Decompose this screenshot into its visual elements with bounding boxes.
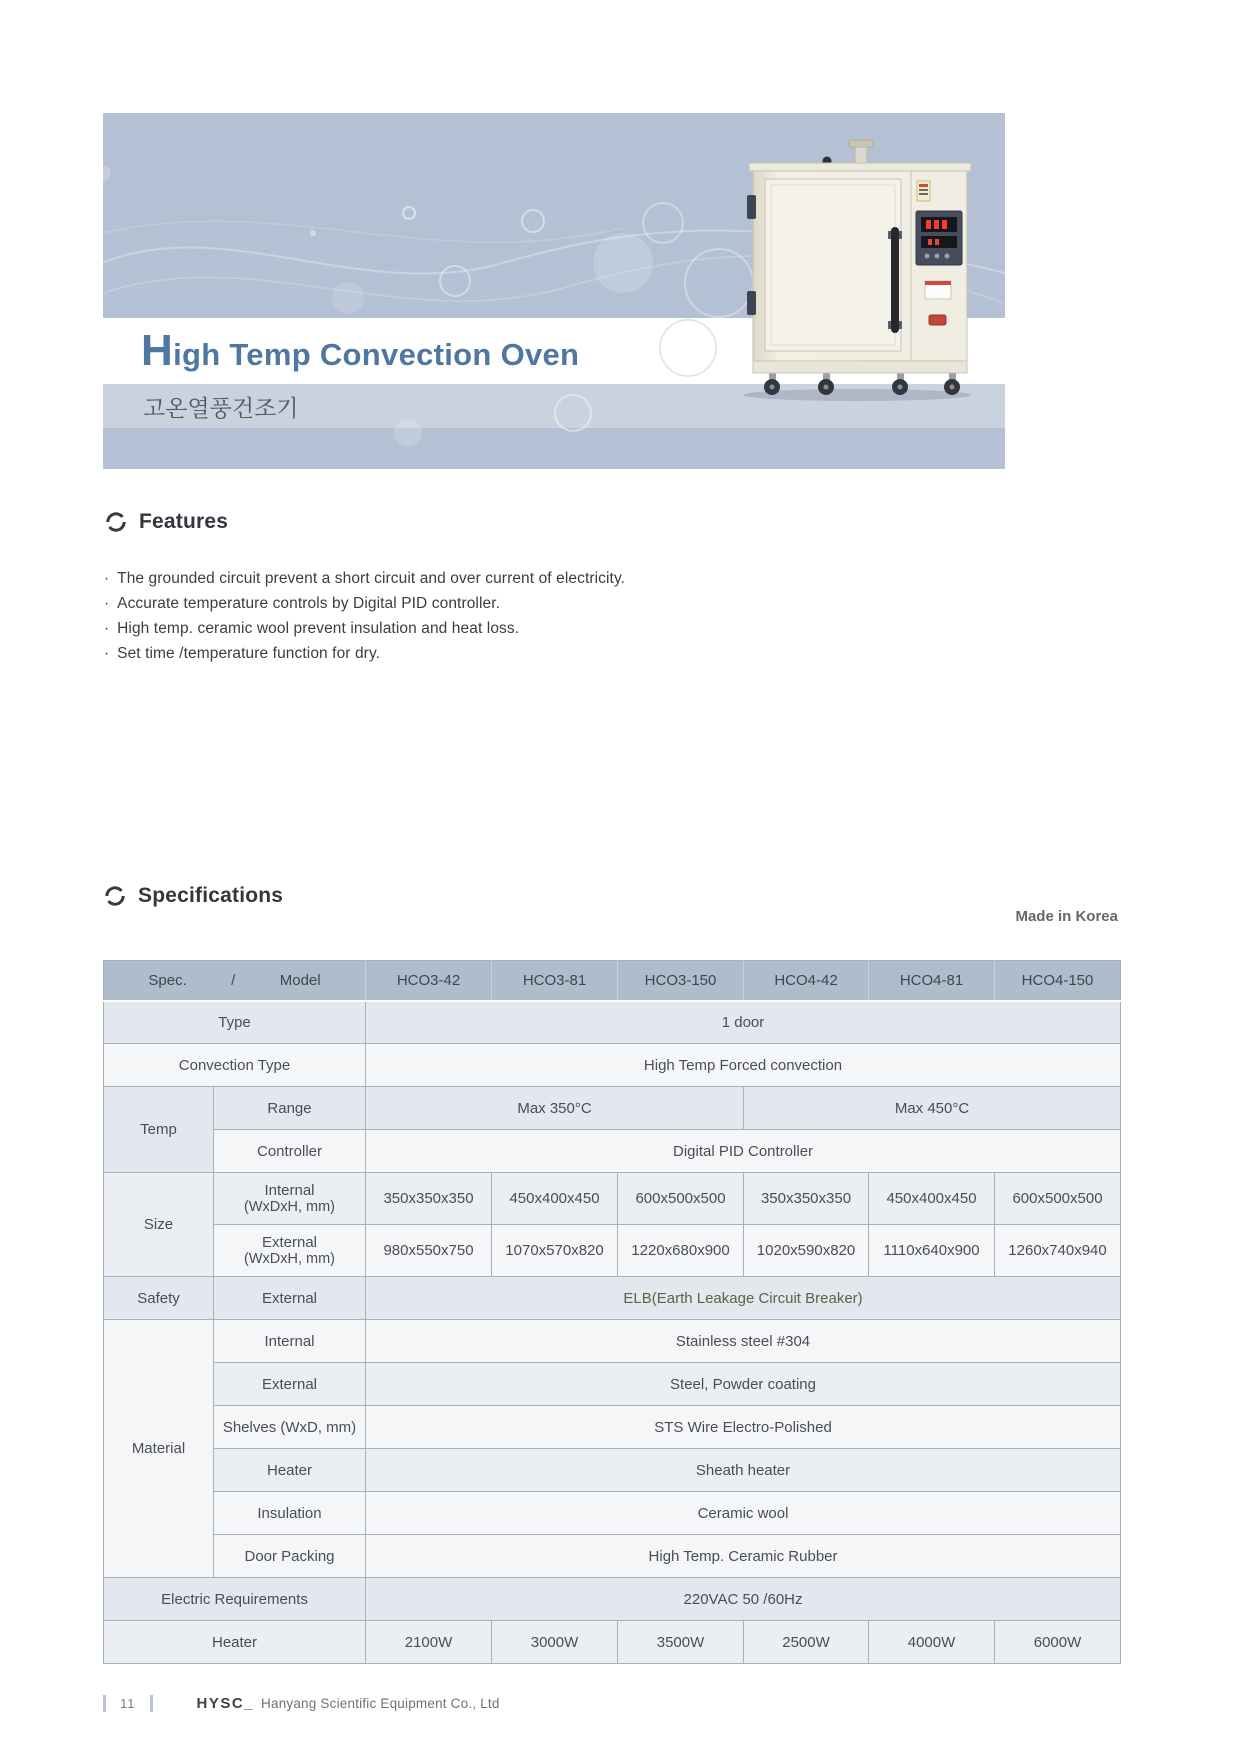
specifications-heading <box>103 884 1120 908</box>
feature-item: · Set time /temperature function for dry. <box>104 641 1004 666</box>
row-material-shelves <box>104 1406 1121 1449</box>
specifications-section <box>103 884 1120 1664</box>
page-number: 11 <box>120 1696 136 1711</box>
row-value: Ceramic wool <box>366 1492 1121 1535</box>
door-handle <box>891 227 899 333</box>
row-value-hco3: Max 350°C <box>366 1087 744 1130</box>
oven-door <box>765 179 901 351</box>
cabinet-top <box>749 163 971 171</box>
swirl-icon <box>103 884 127 908</box>
row-value: Stainless steel #304 <box>366 1320 1121 1363</box>
row-label: Internal <box>214 1320 366 1363</box>
row-label: External <box>214 1277 366 1320</box>
size-value: 1220x680x900 <box>618 1225 744 1277</box>
group-label-size: Size <box>104 1173 214 1277</box>
group-label-material: Material <box>104 1320 214 1578</box>
row-material-external <box>104 1363 1121 1406</box>
row-label: External (WxDxH, mm) <box>214 1225 366 1277</box>
cabinet-base <box>753 361 967 373</box>
row-label: Internal (WxDxH, mm) <box>214 1173 366 1225</box>
swirl-icon <box>104 510 128 534</box>
size-value: 350x350x350 <box>744 1173 869 1225</box>
size-value: 450x400x450 <box>492 1173 618 1225</box>
heater-value: 2500W <box>744 1621 869 1664</box>
page-title <box>141 326 580 375</box>
power-switch <box>929 315 946 325</box>
group-label-temp: Temp <box>104 1087 214 1173</box>
door-hinge-top <box>747 195 756 219</box>
row-material-door-packing <box>104 1535 1121 1578</box>
row-material-insulation <box>104 1492 1121 1535</box>
row-temp-controller <box>104 1130 1121 1173</box>
vent-pipe <box>855 147 867 165</box>
header-separator: / <box>231 971 236 989</box>
row-size-internal <box>104 1173 1121 1225</box>
row-label: Heater <box>104 1621 366 1664</box>
row-value: High Temp. Ceramic Rubber <box>366 1535 1121 1578</box>
header-model: HCO3-81 <box>492 961 618 1001</box>
row-safety <box>104 1277 1121 1320</box>
page-footer <box>103 1695 500 1712</box>
company-brand: HYSC_ <box>196 1695 255 1712</box>
row-label: Door Packing <box>214 1535 366 1578</box>
heater-value: 3500W <box>618 1621 744 1664</box>
row-label: Electric Requirements <box>104 1578 366 1621</box>
row-heater-power <box>104 1621 1121 1664</box>
row-value: Steel, Powder coating <box>366 1363 1121 1406</box>
feature-item: · High temp. ceramic wool prevent insulation and heat loss. <box>104 616 1004 641</box>
specifications-table <box>103 960 1121 1664</box>
header-model: HCO4-81 <box>869 961 995 1001</box>
page-subtitle-korean: 고온열풍건조기 <box>143 394 299 421</box>
features-list <box>104 566 1004 666</box>
features-heading-label: Features <box>139 510 229 533</box>
heater-value: 4000W <box>869 1621 995 1664</box>
header-model: HCO3-150 <box>618 961 744 1001</box>
page-title-rest: igh Temp Convection Oven <box>173 337 580 372</box>
row-value-hco4: Max 450°C <box>744 1087 1121 1130</box>
vent-cap <box>849 140 873 147</box>
header-model: HCO4-42 <box>744 961 869 1001</box>
header-spec-label: Spec. <box>148 971 187 989</box>
header-model: HCO3-42 <box>366 961 492 1001</box>
footer-bar <box>103 1695 106 1712</box>
size-value: 350x350x350 <box>366 1173 492 1225</box>
feature-item: · Accurate temperature controls by Digital PID controller. <box>104 591 1004 616</box>
row-label: Controller <box>214 1130 366 1173</box>
row-convection-type <box>104 1044 1121 1087</box>
made-in-korea-note: Made in Korea <box>1015 908 1118 925</box>
header-model-label: Model <box>279 971 321 989</box>
row-label: External <box>214 1363 366 1406</box>
page-title-initial: H <box>141 326 174 375</box>
features-heading <box>104 510 1004 534</box>
door-hinge-bottom <box>747 291 756 315</box>
row-value: Sheath heater <box>366 1449 1121 1492</box>
oven-illustration <box>741 139 979 403</box>
row-value: High Temp Forced convection <box>366 1044 1121 1087</box>
heater-value: 2100W <box>366 1621 492 1664</box>
size-value: 600x500x500 <box>995 1173 1121 1225</box>
row-value: 1 door <box>366 1001 1121 1044</box>
row-label: Insulation <box>214 1492 366 1535</box>
row-label: Heater <box>214 1449 366 1492</box>
row-value: Digital PID Controller <box>366 1130 1121 1173</box>
row-value: STS Wire Electro-Polished <box>366 1406 1121 1449</box>
size-value: 1110x640x900 <box>869 1225 995 1277</box>
row-material-heater <box>104 1449 1121 1492</box>
row-size-external <box>104 1225 1121 1277</box>
row-temp-range <box>104 1087 1121 1130</box>
features-section <box>104 510 1004 666</box>
row-electric-requirements <box>104 1578 1121 1621</box>
heater-value: 3000W <box>492 1621 618 1664</box>
row-value: ELB(Earth Leakage Circuit Breaker) <box>366 1277 1121 1320</box>
table-header-row <box>104 961 1121 1001</box>
row-value: 220VAC 50 /60Hz <box>366 1578 1121 1621</box>
row-material-internal <box>104 1320 1121 1363</box>
company-name: Hanyang Scientific Equipment Co., Ltd <box>261 1696 500 1711</box>
header-spec-model <box>104 961 366 1001</box>
heater-value: 6000W <box>995 1621 1121 1664</box>
size-value: 1070x570x820 <box>492 1225 618 1277</box>
hero-banner <box>103 113 1005 469</box>
row-label: Shelves (WxD, mm) <box>214 1406 366 1449</box>
size-value: 1260x740x940 <box>995 1225 1121 1277</box>
feature-item: · The grounded circuit prevent a short circuit and over current of electricity. <box>104 566 1004 591</box>
row-label: Convection Type <box>104 1044 366 1087</box>
size-value: 600x500x500 <box>618 1173 744 1225</box>
row-label: Range <box>214 1087 366 1130</box>
header-model: HCO4-150 <box>995 961 1121 1001</box>
specifications-heading-label: Specifications <box>138 884 284 907</box>
size-value: 450x400x450 <box>869 1173 995 1225</box>
group-label-safety: Safety <box>104 1277 214 1320</box>
product-image <box>741 139 979 403</box>
row-type <box>104 1001 1121 1044</box>
footer-bar <box>150 1695 153 1712</box>
row-label: Type <box>104 1001 366 1044</box>
size-value: 980x550x750 <box>366 1225 492 1277</box>
size-value: 1020x590x820 <box>744 1225 869 1277</box>
